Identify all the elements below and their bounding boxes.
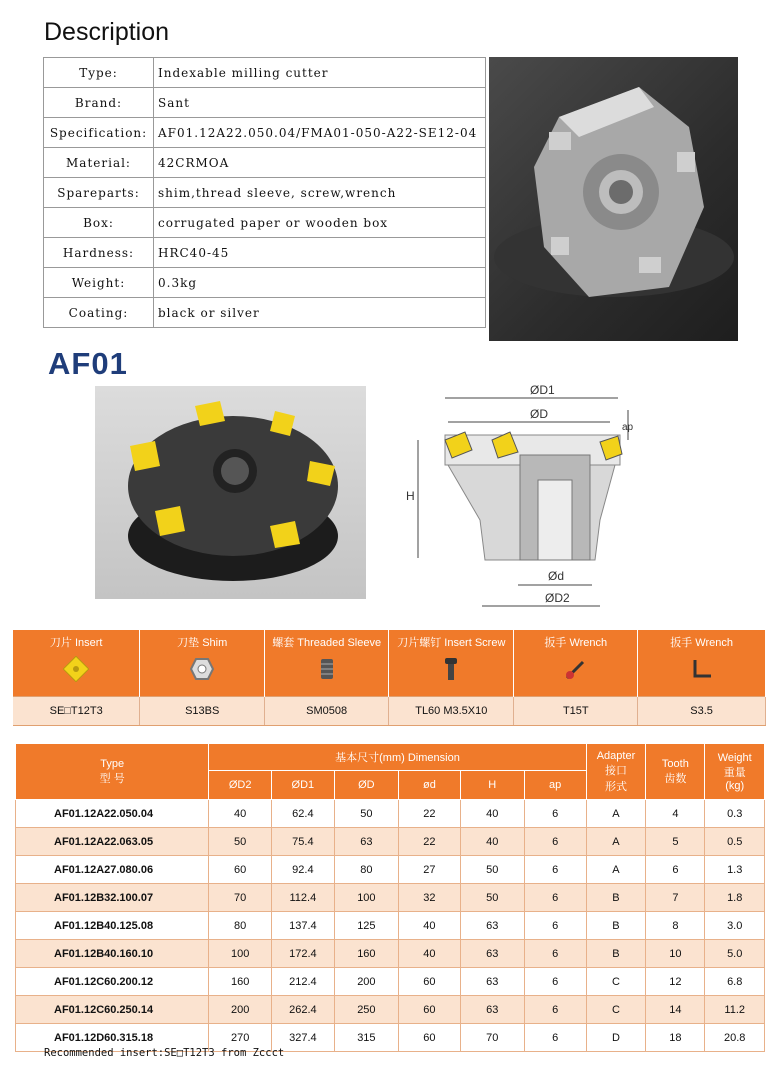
value-cell: A	[586, 856, 646, 884]
part-value: S13BS	[140, 697, 265, 726]
part-header: 刀垫 Shim	[140, 630, 265, 697]
model-name: AF01	[48, 346, 128, 381]
value-cell: 40	[460, 828, 524, 856]
label-h: H	[406, 489, 415, 503]
value-cell: 6	[524, 1024, 586, 1052]
value-cell: 63	[460, 996, 524, 1024]
value-cell: 20.8	[705, 1024, 765, 1052]
dimension-col-header: ØD2	[209, 771, 272, 800]
table-row	[16, 912, 765, 940]
value-cell: 250	[334, 996, 398, 1024]
part-value: S3.5	[638, 697, 766, 726]
value-cell: 63	[334, 828, 398, 856]
value-cell: 270	[209, 1024, 272, 1052]
value-cell: 63	[460, 940, 524, 968]
value-cell: 70	[460, 1024, 524, 1052]
part-header: 螺套 Threaded Sleeve	[265, 630, 389, 697]
part-header: 刀片 Insert	[13, 630, 140, 697]
table-row	[16, 884, 765, 912]
value-cell: 50	[460, 884, 524, 912]
tooth-header: Tooth 齿数	[646, 744, 705, 800]
value-cell: D	[586, 1024, 646, 1052]
part-value: T15T	[514, 697, 638, 726]
value-cell: 50	[209, 828, 272, 856]
value-cell: 6	[524, 912, 586, 940]
insert-icon	[14, 656, 138, 682]
value-cell: 0.5	[705, 828, 765, 856]
type-cell: AF01.12A22.063.05	[16, 828, 209, 856]
hex-wrench-icon	[639, 656, 764, 682]
part-value: SM0508	[265, 697, 389, 726]
spec-row	[44, 88, 486, 118]
dimension-col-header: ød	[398, 771, 460, 800]
spec-value: HRC40-45	[154, 238, 486, 268]
type-cell: AF01.12A22.050.04	[16, 800, 209, 828]
value-cell: A	[586, 800, 646, 828]
table-row	[16, 996, 765, 1024]
value-cell: 125	[334, 912, 398, 940]
label-ap: ap	[622, 422, 634, 433]
type-cell: AF01.12B32.100.07	[16, 884, 209, 912]
value-cell: 18	[646, 1024, 705, 1052]
torx-wrench-icon	[515, 656, 636, 682]
shim-icon	[141, 656, 263, 682]
spec-table	[43, 57, 486, 328]
adapter-header: Adapter 接口 形式	[586, 744, 646, 800]
spec-value: 42CRMOA	[154, 148, 486, 178]
value-cell: 262.4	[271, 996, 334, 1024]
spec-key: Spareparts:	[44, 178, 154, 208]
value-cell: A	[586, 828, 646, 856]
parts-table	[13, 630, 766, 726]
value-cell: 14	[646, 996, 705, 1024]
value-cell: 4	[646, 800, 705, 828]
table-row	[16, 940, 765, 968]
dimension-col-header: ap	[524, 771, 586, 800]
value-cell: 137.4	[271, 912, 334, 940]
spec-row	[44, 148, 486, 178]
type-cell: AF01.12D60.315.18	[16, 1024, 209, 1052]
dimension-col-header: ØD	[334, 771, 398, 800]
spec-key: Hardness:	[44, 238, 154, 268]
footer-note: Recommended insert:SE□T12T3 from Zccct	[44, 1047, 285, 1059]
value-cell: 60	[398, 996, 460, 1024]
value-cell: 0.3	[705, 800, 765, 828]
value-cell: 40	[398, 912, 460, 940]
value-cell: 60	[398, 968, 460, 996]
value-cell: 60	[398, 1024, 460, 1052]
value-cell: 6	[524, 940, 586, 968]
value-cell: 100	[334, 884, 398, 912]
spec-row	[44, 268, 486, 298]
value-cell: 6	[524, 996, 586, 1024]
value-cell: 32	[398, 884, 460, 912]
value-cell: 75.4	[271, 828, 334, 856]
sleeve-icon	[266, 656, 387, 682]
value-cell: 10	[646, 940, 705, 968]
label-d1: ØD1	[530, 383, 555, 397]
value-cell: 5	[646, 828, 705, 856]
value-cell: 80	[209, 912, 272, 940]
value-cell: 50	[460, 856, 524, 884]
spec-key: Weight:	[44, 268, 154, 298]
dimension-table	[15, 743, 765, 1052]
value-cell: 12	[646, 968, 705, 996]
spec-row	[44, 208, 486, 238]
spec-row	[44, 58, 486, 88]
cutter-photo	[489, 57, 738, 341]
value-cell: 160	[334, 940, 398, 968]
spec-row	[44, 118, 486, 148]
spec-key: Specification:	[44, 118, 154, 148]
type-cell: AF01.12A27.080.06	[16, 856, 209, 884]
screw-icon	[390, 656, 512, 682]
spec-key: Coating:	[44, 298, 154, 328]
dimension-col-header: ØD1	[271, 771, 334, 800]
value-cell: 22	[398, 800, 460, 828]
value-cell: 112.4	[271, 884, 334, 912]
value-cell: 22	[398, 828, 460, 856]
table-row	[16, 800, 765, 828]
spec-value: black or silver	[154, 298, 486, 328]
table-row	[16, 828, 765, 856]
dimension-col-header: H	[460, 771, 524, 800]
spec-key: Box:	[44, 208, 154, 238]
value-cell: 200	[209, 996, 272, 1024]
technical-drawing	[400, 380, 640, 610]
spec-key: Material:	[44, 148, 154, 178]
value-cell: 160	[209, 968, 272, 996]
value-cell: 5.0	[705, 940, 765, 968]
value-cell: 6	[524, 968, 586, 996]
type-header: Type 型 号	[16, 744, 209, 800]
value-cell: 327.4	[271, 1024, 334, 1052]
type-cell: AF01.12C60.200.12	[16, 968, 209, 996]
value-cell: C	[586, 996, 646, 1024]
value-cell: 6	[524, 828, 586, 856]
spec-key: Brand:	[44, 88, 154, 118]
value-cell: 200	[334, 968, 398, 996]
value-cell: B	[586, 940, 646, 968]
part-value: TL60 M3.5X10	[389, 697, 514, 726]
page-title: Description	[44, 18, 170, 46]
value-cell: 6	[524, 800, 586, 828]
value-cell: 60	[209, 856, 272, 884]
value-cell: 212.4	[271, 968, 334, 996]
value-cell: 6	[646, 856, 705, 884]
value-cell: 6	[524, 856, 586, 884]
value-cell: 50	[334, 800, 398, 828]
value-cell: 7	[646, 884, 705, 912]
value-cell: 40	[398, 940, 460, 968]
value-cell: 63	[460, 912, 524, 940]
spec-value: 0.3kg	[154, 268, 486, 298]
value-cell: 70	[209, 884, 272, 912]
dimension-group-header: 基本尺寸(mm) Dimension	[209, 744, 586, 771]
value-cell: 62.4	[271, 800, 334, 828]
value-cell: 40	[209, 800, 272, 828]
table-row	[16, 856, 765, 884]
spec-value: shim,thread sleeve, screw,wrench	[154, 178, 486, 208]
label-d: ØD	[530, 407, 548, 421]
type-cell: AF01.12C60.250.14	[16, 996, 209, 1024]
label-d-small: Ød	[548, 569, 565, 583]
value-cell: B	[586, 912, 646, 940]
value-cell: 6.8	[705, 968, 765, 996]
label-d2: ØD2	[545, 591, 570, 605]
part-header: 扳手 Wrench	[638, 630, 766, 697]
value-cell: C	[586, 968, 646, 996]
spec-row	[44, 238, 486, 268]
type-cell: AF01.12B40.125.08	[16, 912, 209, 940]
value-cell: 3.0	[705, 912, 765, 940]
spec-row	[44, 178, 486, 208]
value-cell: 11.2	[705, 996, 765, 1024]
value-cell: 92.4	[271, 856, 334, 884]
weight-header: Weight 重量 (kg)	[705, 744, 765, 800]
value-cell: B	[586, 884, 646, 912]
spec-value: corrugated paper or wooden box	[154, 208, 486, 238]
spec-value: Sant	[154, 88, 486, 118]
value-cell: 27	[398, 856, 460, 884]
value-cell: 63	[460, 968, 524, 996]
value-cell: 100	[209, 940, 272, 968]
value-cell: 1.3	[705, 856, 765, 884]
part-value: SE□T12T3	[13, 697, 140, 726]
part-header: 扳手 Wrench	[514, 630, 638, 697]
part-header: 刀片螺钉 Insert Screw	[389, 630, 514, 697]
spec-key: Type:	[44, 58, 154, 88]
cutter-render	[95, 386, 366, 599]
value-cell: 172.4	[271, 940, 334, 968]
value-cell: 315	[334, 1024, 398, 1052]
spec-value: Indexable milling cutter	[154, 58, 486, 88]
value-cell: 8	[646, 912, 705, 940]
value-cell: 1.8	[705, 884, 765, 912]
value-cell: 80	[334, 856, 398, 884]
value-cell: 6	[524, 884, 586, 912]
type-cell: AF01.12B40.160.10	[16, 940, 209, 968]
value-cell: 40	[460, 800, 524, 828]
spec-value: AF01.12A22.050.04/FMA01-050-A22-SE12-04	[154, 118, 486, 148]
table-row	[16, 968, 765, 996]
spec-row	[44, 298, 486, 328]
